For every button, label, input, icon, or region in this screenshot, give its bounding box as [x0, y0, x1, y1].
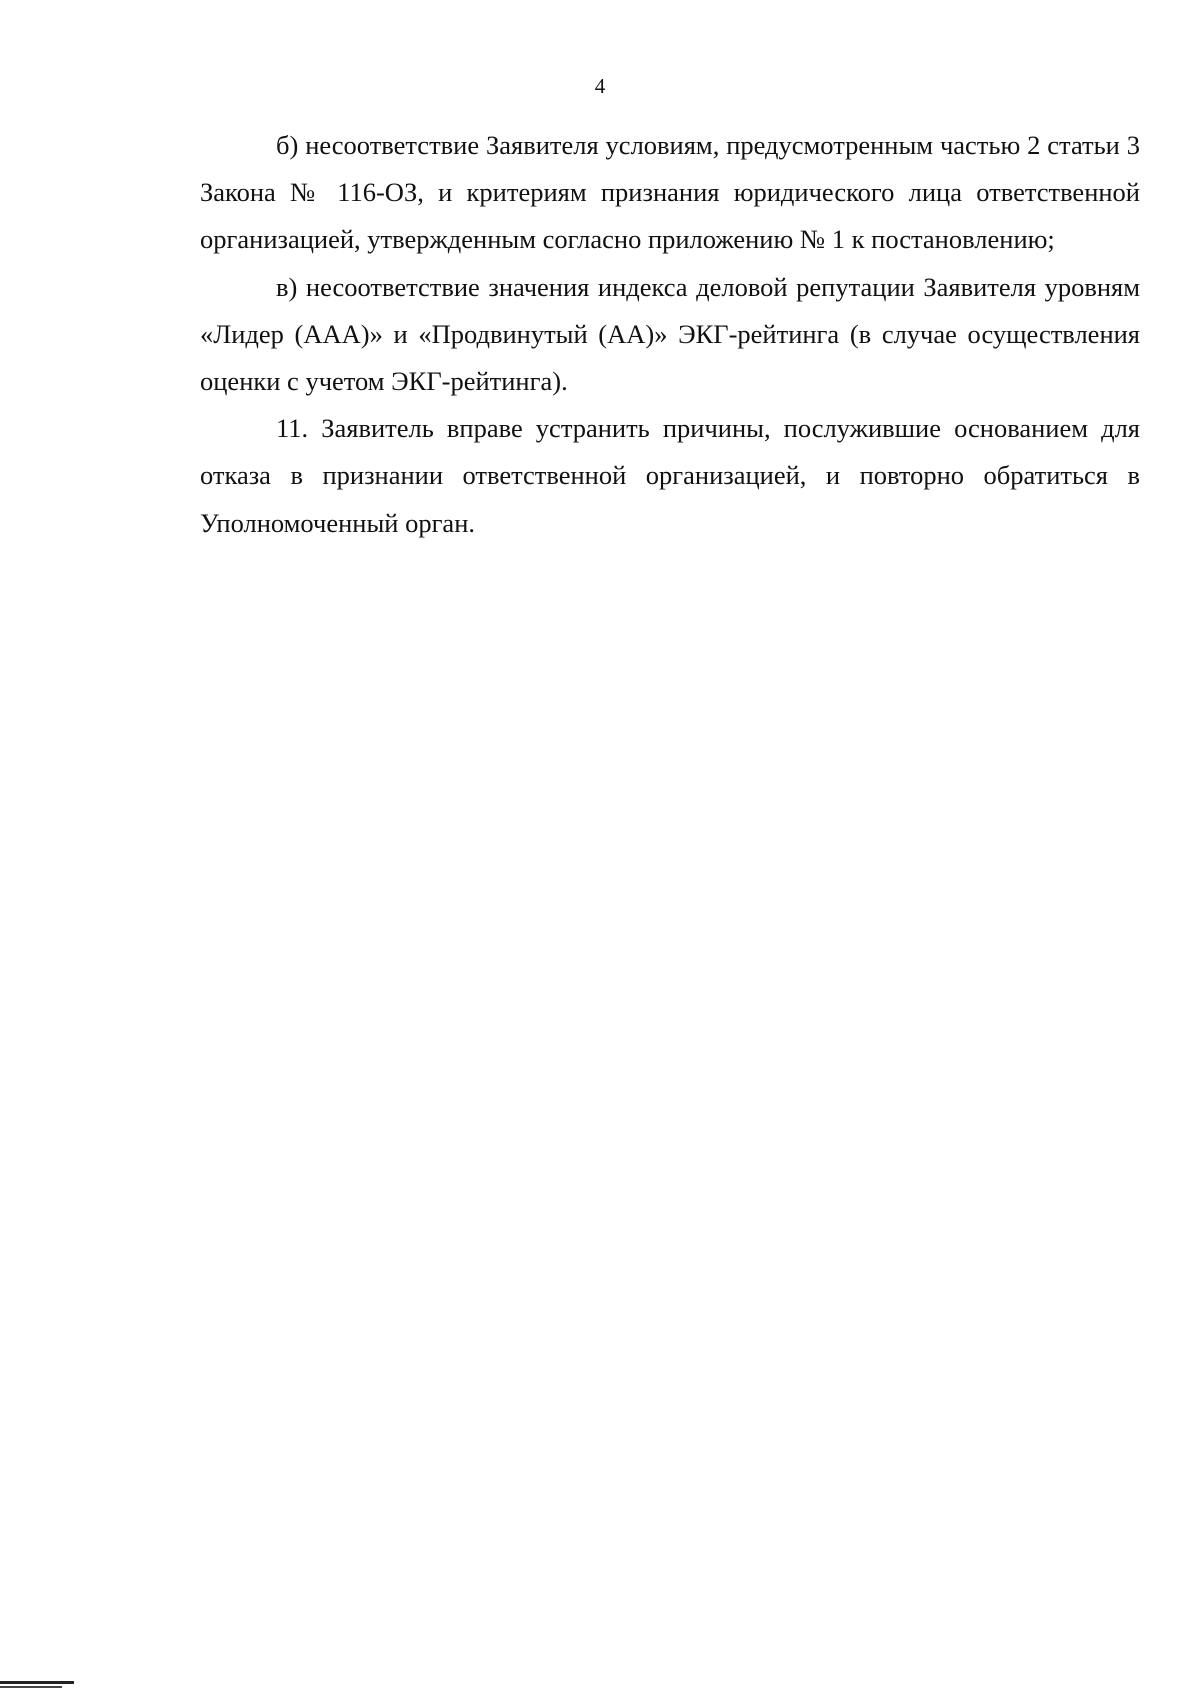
scan-edge-mark-secondary: [0, 1686, 62, 1688]
page-number: 4: [594, 74, 606, 98]
document-body: [200, 122, 1140, 547]
paragraph-item-b: б) несоответствие Заявителя условиям, предусмотренным частью 2 статьи 3 Закона № 116-ОЗ, и критериям признания юридического лица ответственной организацией, утвержденным согласно приложению № 1 к постановлению;: [200, 130, 1140, 255]
paragraph-item-v: в) несоответствие значения индекса деловой репутации Заявителя уровням «Лидер (ААА)» и «Продвинутый (АА)» ЭКГ-рейтинга (в случае осуществления оценки с учетом ЭКГ-рейтинга).: [200, 271, 1140, 397]
scan-edge-mark: [0, 1681, 74, 1684]
paragraph-item-11: 11. Заявитель вправе устранить причины, послужившие основанием для отказа в признании ответственной организацией, и повторно обратиться в Уполномоченный орган.: [200, 413, 1140, 538]
